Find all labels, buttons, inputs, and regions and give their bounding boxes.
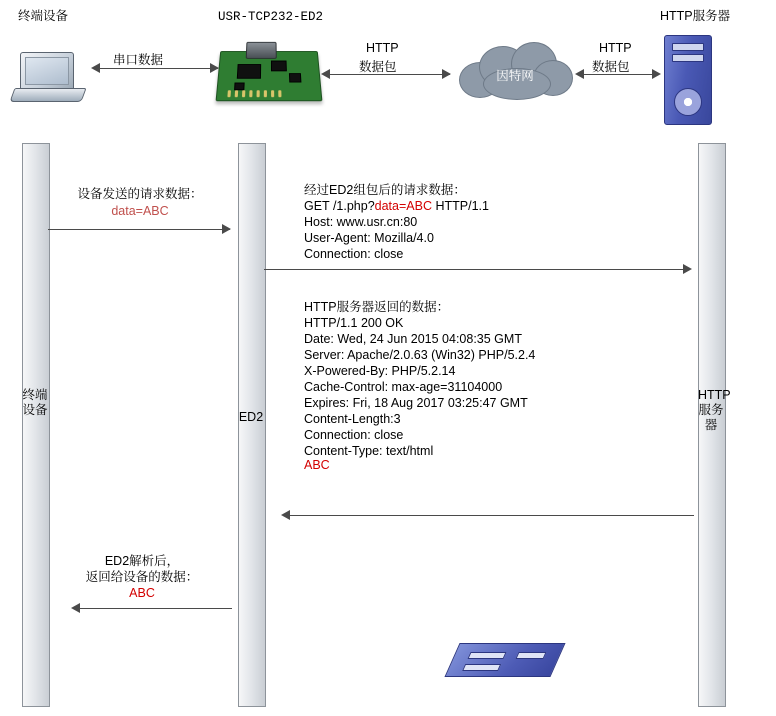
serial-data-line: [100, 68, 218, 69]
http-packet-right-label-line1: HTTP: [599, 41, 632, 55]
response-to-device-line1: ED2解析后，: [104, 554, 180, 568]
pin-icon: [242, 90, 245, 97]
http-packet-right-label-line2: 数据包: [592, 60, 630, 74]
server-response-x-powered-by: X-Powered-By: PHP/5.2.14: [304, 364, 456, 378]
packed-request-get-line: [304, 198, 489, 214]
packed-request-host: Host: www.usr.cn:80: [304, 215, 418, 229]
server-bar: [515, 652, 546, 659]
pin-icon: [227, 90, 231, 97]
server-response-server: Server: Apache/2.0.63 (Win32) PHP/5.2.4: [304, 348, 536, 362]
packed-request-get-query: data=ABC: [374, 199, 432, 213]
pin-icon: [249, 90, 252, 97]
monitor-base: [9, 88, 86, 102]
pin-icon: [257, 90, 260, 97]
terminal-device-title: 终端设备: [18, 9, 69, 23]
chip-icon: [237, 64, 261, 79]
server-slot: [672, 43, 704, 51]
http-packet-left-label-line1: HTTP: [366, 41, 399, 55]
packed-request-get-prefix: GET /1.php?: [304, 199, 375, 213]
server-response-cache-control: Cache-Control: max-age=31104000: [304, 380, 503, 394]
serial-data-label: 串口数据: [113, 53, 164, 67]
ed2-board-illustration: [216, 51, 323, 101]
server-response-line: [290, 515, 694, 516]
packed-request-connection: Connection: close: [304, 247, 404, 261]
rj45-jack-icon: [246, 42, 277, 59]
module-model-title: USR-TCP232-ED2: [218, 10, 324, 24]
terminal-device-lifeline-label: 终端设备: [22, 388, 48, 417]
http-packet-right-arrow-right: [652, 69, 661, 79]
packed-request-line: [264, 269, 690, 270]
pin-icon: [235, 90, 239, 97]
server-response-content-length: Content-Length:3: [304, 412, 401, 426]
packed-request-user-agent: User-Agent: Mozilla/4.0: [304, 231, 434, 245]
server-response-connection: Connection: close: [304, 428, 404, 442]
request-from-device-line: [48, 229, 230, 230]
http-packet-left-arrow-right: [442, 69, 451, 79]
server-response-body: ABC: [304, 458, 330, 472]
http-packet-left-label-line2: 数据包: [359, 60, 397, 74]
server-response-title: HTTP服务器返回的数据：: [304, 300, 450, 314]
pin-icon: [264, 90, 267, 97]
server-slot: [672, 54, 704, 62]
request-from-device-payload: data=ABC: [111, 204, 169, 218]
monitor-icon: [20, 52, 74, 92]
chip-icon: [234, 83, 245, 91]
server-response-status: HTTP/1.1 200 OK: [304, 316, 404, 330]
http-packet-left-arrow-left: [321, 69, 330, 79]
internet-cloud-label: 因特网: [496, 69, 534, 83]
server-response-arrow: [281, 510, 290, 520]
pin-icon: [271, 90, 274, 97]
response-to-device-line2: 返回给设备的数据：: [85, 570, 199, 584]
response-to-device-line: [80, 608, 232, 609]
internet-cloud-icon: [455, 40, 575, 104]
ed2-lifeline-label: ED2: [238, 410, 264, 424]
http-server-title: HTTP服务器: [660, 9, 731, 23]
chip-icon: [289, 73, 302, 82]
server-response-content-type: Content-Type: text/html: [304, 444, 434, 458]
response-to-device-payload: ABC: [129, 586, 155, 600]
response-to-device-arrow: [71, 603, 80, 613]
http-server-illustration: [664, 35, 712, 125]
pin-icon: [278, 90, 281, 97]
request-from-device-title: 设备发送的请求数据：: [77, 187, 203, 201]
chip-icon: [271, 61, 287, 72]
server-bar: [467, 652, 506, 659]
http-packet-right-arrow-left: [575, 69, 584, 79]
http-server-lifeline-label: HTTP服务器: [698, 388, 731, 432]
server-bar: [462, 664, 501, 671]
serial-data-arrow-left: [91, 63, 100, 73]
server-response-expires: Expires: Fri, 18 Aug 2017 03:25:47 GMT: [304, 396, 528, 410]
packed-request-title: 经过ED2组包后的请求数据：: [304, 183, 466, 197]
server-response-date: Date: Wed, 24 Jun 2015 04:08:35 GMT: [304, 332, 522, 346]
terminal-device-lifeline: [22, 143, 50, 707]
server-disc-icon: [674, 88, 702, 116]
monitor-screen: [25, 57, 69, 85]
request-from-device-arrow: [222, 224, 231, 234]
bottom-server-illustration: [444, 643, 565, 677]
packed-request-arrow: [683, 264, 692, 274]
serial-data-arrow-right: [210, 63, 219, 73]
ed2-lifeline: [238, 143, 266, 707]
packed-request-get-suffix: HTTP/1.1: [432, 199, 489, 213]
